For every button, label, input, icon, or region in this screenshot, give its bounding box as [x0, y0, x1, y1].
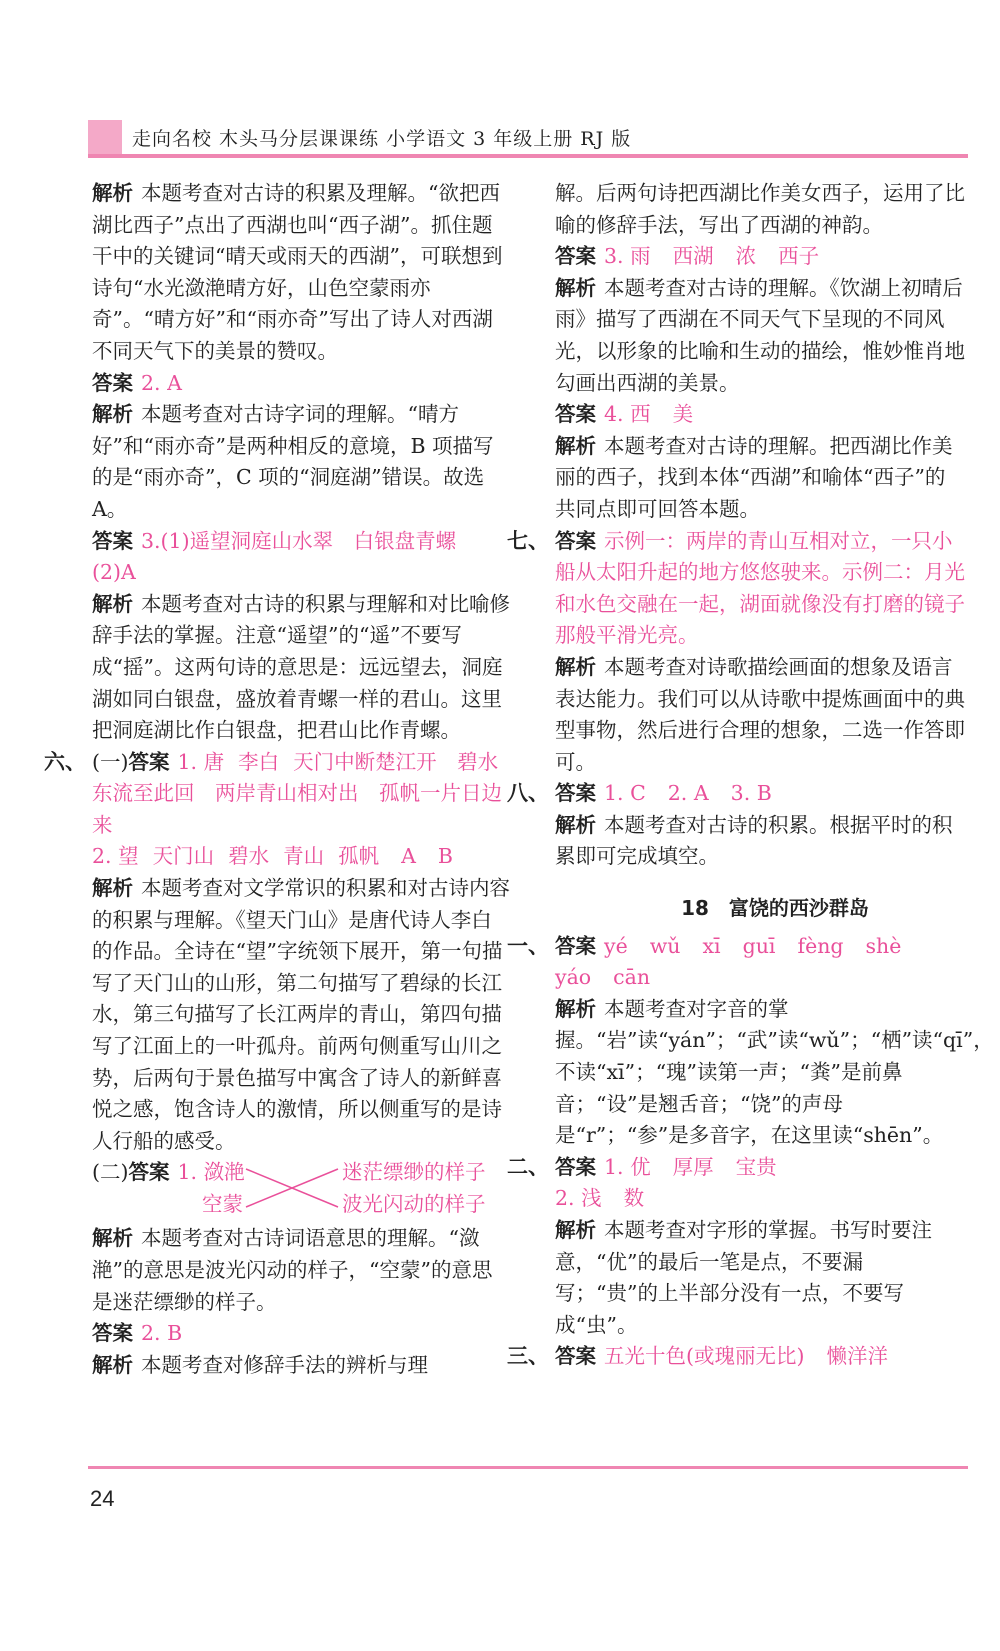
answer-text: 示例一：两岸的青山互相对立，一只小船从太阳升起的地方悠悠驶来。示例二：月光和水色交融在一起，湖面就像没有打磨的镜子那般平滑光亮。 [555, 528, 965, 648]
answer-text: 2. A [667, 781, 709, 806]
subsection-number: (一) [92, 749, 129, 774]
left-column [44, 178, 510, 1381]
answer-label: 答案 [128, 749, 170, 774]
analysis-block [92, 1223, 510, 1318]
answer-text: 青山 [283, 844, 325, 869]
analysis-text: 本题考查对古诗字词的理解。“晴方好”和“雨亦奇”是两种相反的意境，B 项描写的是“雨亦奇”，C 项的“洞庭湖”错误。故选 A。 [92, 402, 494, 521]
answer-text: 3. B [730, 781, 772, 806]
analysis-text: 本题考查对古诗的理解。把西湖比作美丽的西子，找到本体“西湖”和喻体“西子”的共同点即可回答本题。 [555, 433, 953, 521]
answer-text: 数 [623, 1186, 645, 1211]
analysis-block [555, 810, 965, 873]
answer-text: 2. 望 [92, 844, 139, 869]
answer-text: 2. 浅 [555, 1186, 602, 1211]
answer-label: 答案 [555, 1154, 596, 1179]
analysis-label: 解析 [92, 1352, 133, 1377]
answer-block [92, 1318, 510, 1350]
analysis-text: 本题考查对字音的掌握。“岩”读“yán”；“武”读“wǔ”；“栖”读“qī”，不读“xī”；“瑰”读第一声；“粪”是前鼻音；“设”是翘舌音；“饶”的声母是“r”；“参”是多音字，在这里读“shēn”。 [555, 996, 994, 1148]
answer-text: 4. 西 [604, 402, 651, 427]
analysis-label: 解析 [555, 654, 596, 679]
analysis-block [92, 589, 510, 747]
answer-text: 3. 雨 [604, 244, 651, 269]
answer-text: 西子 [778, 244, 820, 269]
answer-text: 孤帆 [338, 844, 380, 869]
answer-text: 碧水 [228, 844, 270, 869]
answer-block [555, 241, 965, 273]
answer-block [92, 368, 510, 400]
pinyin-answer: cān [613, 965, 651, 990]
answer-block [555, 399, 965, 431]
matching-lines [242, 1163, 342, 1215]
analysis-label: 解析 [92, 876, 133, 901]
pinyin-answer: shè [865, 933, 902, 958]
answer-text: 西湖 [672, 244, 714, 269]
answer-text: 美 [672, 402, 694, 427]
answer-label: 答案 [555, 1344, 596, 1369]
match-right-1: 迷茫缥缈的样子 [342, 1160, 486, 1185]
section-number: 七、 [507, 528, 549, 553]
answer-label: 答案 [555, 402, 596, 427]
answer-label: 答案 [128, 1160, 170, 1185]
analysis-text: 本题考查对修辞手法的辨析与理 [141, 1352, 428, 1377]
analysis-text: 本题考查对古诗的积累及理解。“欲把西湖比西子”点出了西湖也叫“西子湖”。抓住题干中的关键词“晴天或雨天的西湖”，可联想到诗句“水光潋滟晴方好，山色空蒙雨亦奇”。“晴方好”和“雨亦奇”写出了诗人对西湖不同天气下的美景的赞叹。 [92, 181, 503, 363]
section-number: 一、 [507, 933, 549, 958]
answer-label: 答案 [92, 1321, 133, 1346]
answer-text: 厚厚 [672, 1154, 714, 1179]
analysis-block [92, 873, 510, 1157]
page-header [88, 118, 968, 156]
answer-label: 答案 [92, 370, 133, 395]
answer-label: 答案 [555, 781, 596, 806]
match-left-2: 空蒙 [202, 1192, 243, 1216]
answer-text: 3.(1)遥望洞庭山水翠 白银盘青螺 (2)A [92, 528, 477, 585]
answer-text: 天门山 [152, 844, 215, 869]
answer-text: 2. B [141, 1321, 183, 1346]
analysis-block [555, 273, 965, 399]
analysis-text: 本题考查对古诗词语意思的理解。“潋滟”的意思是波光闪动的样子，“空蒙”的意思是迷茫缥缈的样子。 [92, 1226, 493, 1314]
analysis-label: 解析 [555, 812, 596, 837]
answer-text: 1. C [604, 781, 646, 806]
answer-label: 答案 [555, 244, 596, 269]
section-eight-answer [507, 778, 965, 810]
header-color-block [88, 120, 122, 154]
analysis-label: 解析 [92, 591, 133, 616]
right-column [507, 178, 994, 1373]
analysis-label: 解析 [92, 402, 133, 427]
answer-label: 答案 [555, 528, 596, 553]
analysis-label: 解析 [555, 996, 596, 1021]
pinyin-answer: guī [742, 933, 776, 958]
section-three-answer [507, 1341, 965, 1373]
answer-text: 李白 [238, 749, 280, 774]
section-number: 二、 [507, 1154, 549, 1179]
pinyin-answer: yé [604, 933, 628, 958]
analysis-label: 解析 [92, 1226, 133, 1251]
section-seven-answer [507, 526, 965, 652]
analysis-text: 本题考查对字形的掌握。书写时要注意，“优”的最后一笔是点，不要漏写；“贵”的上半部分没有一点，不要写成“虫”。 [555, 1218, 932, 1337]
answer-text: 1. 唐 [177, 749, 225, 774]
section-number: 三、 [507, 1344, 549, 1369]
answer-text: 宝贵 [735, 1154, 777, 1179]
analysis-label: 解析 [92, 181, 133, 205]
pinyin-answer: yáo [555, 965, 592, 990]
answer-text: 懒洋洋 [826, 1344, 888, 1369]
answer-text: 天门中断楚江开 碧水东流至此回 两岸青山相对出 孤帆一片日边来 [92, 749, 502, 837]
answer-block [92, 841, 510, 873]
analysis-block [92, 178, 510, 368]
analysis-text: 本题考查对文学常识的积累和对古诗内容的积累与理解。《望天门山》是唐代诗人李白的作品。全诗在“望”字统领下展开，第一句描写了天门山的山形，第二句描写了碧绿的长江水，第三句描写了长江两岸的青山，第四句描写了江面上的一叶孤舟。前两句侧重写山川之势，后两句于景色描写中寓含了诗人的新鲜喜悦之感，饱含诗人的激情，所以侧重写的是诗人行船的感受。 [92, 876, 510, 1153]
analysis-block [92, 1350, 510, 1382]
pinyin-answer: wǔ [649, 933, 681, 958]
answer-label: 答案 [555, 933, 596, 958]
answer-block [555, 962, 965, 994]
analysis-continued: 解。后两句诗把西湖比作美女西子，运用了比喻的修辞手法，写出了西湖的神韵。 [555, 181, 965, 237]
analysis-label: 解析 [555, 1218, 596, 1242]
book-title: 走向名校 木头马分层课课练 小学语文 3 年级上册 RJ 版 [132, 128, 632, 150]
match-left-1: 1. 潋滟 [177, 1160, 245, 1185]
answer-text: B [437, 844, 453, 869]
answer-text: A [401, 844, 416, 869]
matching-answer [92, 1157, 510, 1223]
analysis-label: 解析 [555, 433, 596, 458]
analysis-label: 解析 [555, 275, 596, 300]
section-number: 八、 [507, 781, 549, 806]
analysis-block [555, 1215, 965, 1341]
chapter-title: 18 富饶的西沙群岛 [681, 896, 869, 921]
section-number: 六、 [44, 749, 86, 774]
analysis-text: 本题考查对古诗的理解。《饮湖上初晴后雨》描写了西湖在不同天气下呈现的不同风光，以形象的比喻和生动的描绘，惟妙惟肖地勾画出西湖的美景。 [555, 275, 965, 395]
analysis-block [92, 399, 510, 525]
match-right-2: 波光闪动的样子 [342, 1192, 486, 1216]
subsection-number: (二) [92, 1160, 129, 1185]
answer-text: 五光十色(或瑰丽无比) [604, 1344, 805, 1369]
analysis-block [555, 652, 965, 778]
answer-text: 浓 [735, 244, 757, 269]
answer-label: 答案 [92, 528, 133, 553]
analysis-text: 本题考查对诗歌描绘画面的想象及语言表达能力。我们可以从诗歌中提炼画面中的典型事物，然后进行合理的想象，二选一作答即可。 [555, 654, 965, 774]
pinyin-answer: xī [702, 933, 721, 958]
answer-text: 1. 优 [604, 1154, 651, 1179]
section-two-answer [507, 1152, 965, 1184]
header-divider [88, 154, 968, 158]
pinyin-answer: fèng [797, 933, 844, 958]
page-number: 24 [90, 1486, 115, 1511]
analysis-text: 本题考查对古诗的积累。根据平时的积累即可完成填空。 [555, 812, 953, 869]
section-one-answer [507, 931, 965, 963]
answer-block [92, 526, 510, 589]
section-six-answer [44, 747, 510, 842]
analysis-block [555, 431, 965, 526]
answer-text: 2. A [141, 370, 182, 395]
footer-divider [88, 1466, 968, 1469]
analysis-text: 本题考查对古诗的积累与理解和对比喻修辞手法的掌握。注意“遥望”的“遥”不要写成“摇”。这两句诗的意思是：远远望去，洞庭湖如同白银盘，盛放着青螺一样的君山。这里把洞庭湖比作白银盘，把君山比作青螺。 [92, 591, 510, 743]
analysis-block [555, 994, 994, 1152]
answer-block [555, 1183, 965, 1215]
